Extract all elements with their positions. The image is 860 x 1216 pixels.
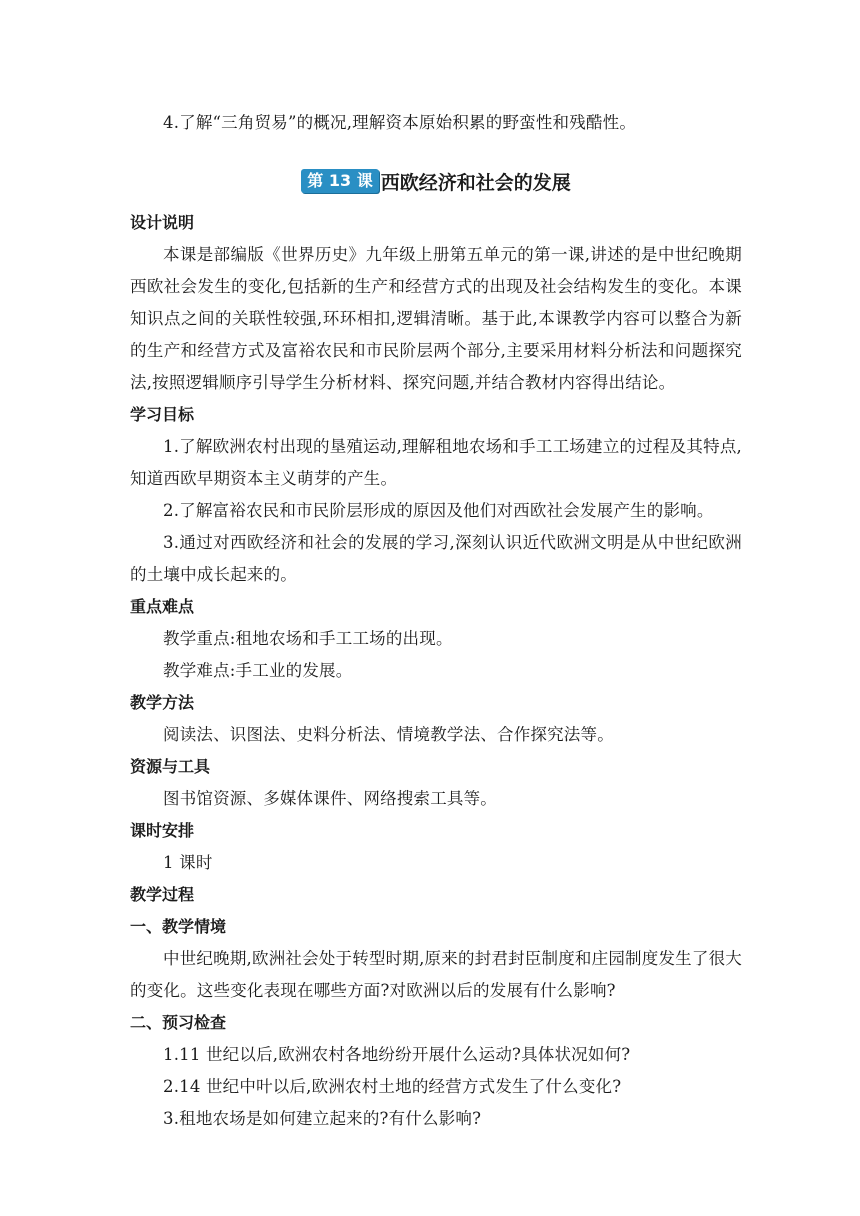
section-heading-methods: 教学方法 — [130, 693, 195, 712]
section-heading-schedule: 课时安排 — [130, 821, 195, 840]
section-heading-goals: 学习目标 — [130, 405, 195, 424]
lesson-title — [130, 161, 742, 201]
preview-question-1: 1.11 世纪以后,欧洲农村各地纷纷开展什么运动?具体状况如何? — [163, 1045, 631, 1064]
lesson-name: 西欧经济和社会的发展 — [380, 171, 571, 194]
situation-text: 中世纪晚期,欧洲社会处于转型时期,原来的封君封臣制度和庄园制度发生了很大的变化。这些变化表现在哪些方面?对欧洲以后的发展有什么影响? — [130, 949, 742, 1000]
goal-item-2: 2.了解富裕农民和市民阶层形成的原因及他们对西欧社会发展产生的影响。 — [163, 501, 714, 520]
subsection-heading-situation: 一、教学情境 — [130, 917, 227, 936]
section-heading-design: 设计说明 — [130, 213, 195, 232]
schedule-text: 1 课时 — [163, 853, 213, 872]
key-point-difficulty: 教学难点:手工业的发展。 — [163, 661, 353, 680]
key-point-focus: 教学重点:租地农场和手工工场的出现。 — [163, 629, 453, 648]
goal-item-1: 1.了解欧洲农村出现的垦殖运动,理解租地农场和手工工场建立的过程及其特点,知道西欧早期资本主义萌芽的产生。 — [130, 437, 742, 488]
section-heading-process: 教学过程 — [130, 885, 195, 904]
preview-question-3: 3.租地农场是如何建立起来的?有什么影响? — [163, 1109, 482, 1128]
lesson-number-badge: 第 13 课 — [301, 169, 378, 193]
objective-item-4: 4.了解“三角贸易”的概况,理解资本原始积累的野蛮性和残酷性。 — [163, 113, 637, 132]
subsection-heading-preview: 二、预习检查 — [130, 1013, 227, 1032]
preview-question-2: 2.14 世纪中叶以后,欧洲农村土地的经营方式发生了什么变化? — [163, 1077, 622, 1096]
design-description: 本课是部编版《世界历史》九年级上册第五单元的第一课,讲述的是中世纪晚期西欧社会发生的变化,包括新的生产和经营方式的出现及社会结构发生的变化。本课知识点之间的关联性较强,环环相扣,逻辑清晰。基于此,本课教学内容可以整合为新的生产和经营方式及富裕农民和市民阶层两个部分,主要采用材料分析法和问题探究法,按照逻辑顺序引导学生分析材料、探究问题,并结合教材内容得出结论。 — [130, 245, 742, 392]
goal-item-3: 3.通过对西欧经济和社会的发展的学习,深刻认识近代欧洲文明是从中世纪欧洲的土壤中成长起来的。 — [130, 533, 742, 584]
methods-text: 阅读法、识图法、史料分析法、情境教学法、合作探究法等。 — [163, 725, 614, 744]
resources-text: 图书馆资源、多媒体课件、网络搜索工具等。 — [163, 789, 497, 808]
document-page — [130, 0, 742, 1135]
section-heading-key-points: 重点难点 — [130, 597, 195, 616]
section-heading-resources: 资源与工具 — [130, 757, 211, 776]
